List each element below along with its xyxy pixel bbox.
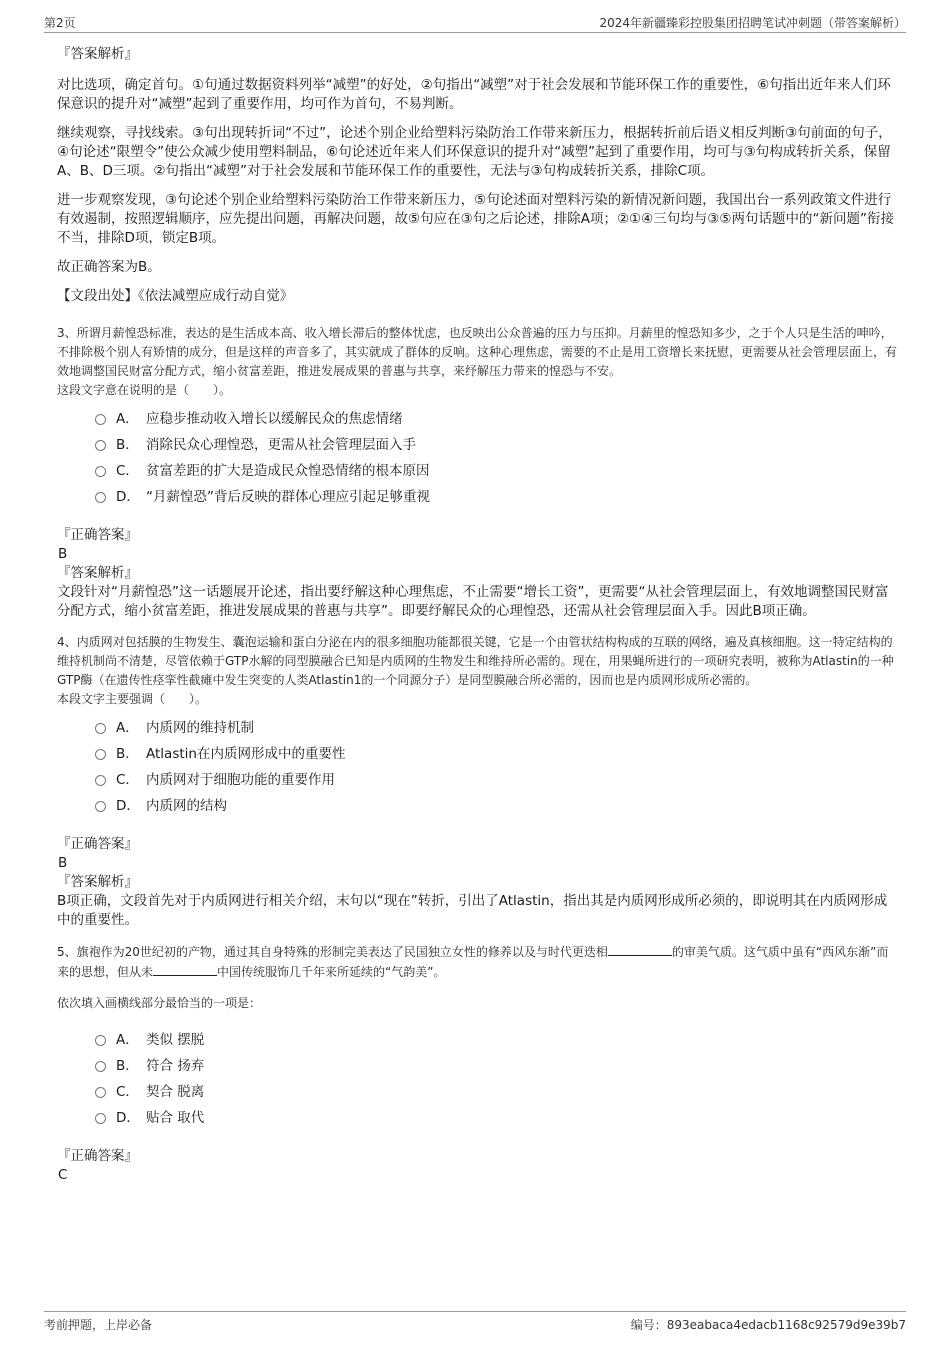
- analysis-text: 文段针对“月薪惶恐”这一话题展开论述，指出要纾解这种心理焦虑，不止需要“增长工资”，更需要“从社会管理层面上，有效地调整国民财富分配方式，缩小贫富差距，推进发展成果的普惠与共享”。即要纾解民众的心理惶恐，还需从社会管理层面入手。因此B项正确。: [57, 584, 889, 619]
- question-4: [57, 633, 897, 930]
- correct-answer-title: 『正确答案』: [57, 527, 138, 543]
- question-3: [57, 324, 897, 621]
- radio-icon[interactable]: [95, 723, 106, 734]
- page-number: 第2页: [44, 16, 76, 30]
- radio-icon[interactable]: [95, 801, 106, 812]
- question-ask: 这段文字意在说明的是（ ）。: [57, 383, 232, 397]
- correct-answer-title: 『正确答案』: [57, 836, 138, 852]
- option-a[interactable]: A． 应稳步推动收入增长以缓解民众的焦虑情绪: [95, 404, 897, 430]
- option-a[interactable]: A． 内质网的维持机制: [95, 713, 897, 739]
- option-c[interactable]: C． 契合 脱离: [95, 1077, 897, 1103]
- analysis-text: B项正确，文段首先对于内质网进行相关介绍，末句以“现在”转折，引出了Atlastin，指出其是内质网形成所必须的，即说明其在内质网形成中的重要性。: [57, 893, 888, 928]
- analysis-paragraph: 进一步观察发现，③句论述个别企业给塑料污染防治工作带来新压力，⑤句论述面对塑料污染的新情况新问题，我国出台一系列政策文件进行有效遏制，按照逻辑顺序，应先提出问题，再解决问题，故⑤句应在③句之后论述，排除A项；②①④三句均与③⑤两句话题中的“新问题”衔接不当，排除D项，锁定B项。: [57, 192, 894, 246]
- fill-blank: [608, 942, 672, 956]
- option-b[interactable]: B． 符合 扬弃: [95, 1051, 897, 1077]
- question-ask: 本段文字主要强调（ ）。: [57, 692, 208, 706]
- analysis-title: 『答案解析』: [57, 46, 138, 62]
- question-5: [57, 942, 897, 1185]
- radio-icon[interactable]: [95, 775, 106, 786]
- radio-icon[interactable]: [95, 1113, 106, 1124]
- correct-answer: B: [58, 546, 68, 562]
- radio-icon[interactable]: [95, 749, 106, 760]
- radio-icon[interactable]: [95, 466, 106, 477]
- radio-icon[interactable]: [95, 1087, 106, 1098]
- correct-answer: B: [58, 855, 68, 871]
- options-list: [95, 713, 897, 817]
- document-code: 编号：893eabaca4edacb1168c92579d9e39b7: [630, 1318, 906, 1332]
- radio-icon[interactable]: [95, 1061, 106, 1072]
- option-d[interactable]: D． 贴合 取代: [95, 1103, 897, 1129]
- option-d[interactable]: D． 内质网的结构: [95, 791, 897, 817]
- options-list: [95, 404, 897, 508]
- question-ask: 依次填入画横线部分最恰当的一项是：: [57, 996, 262, 1010]
- option-b[interactable]: B． Atlastin在内质网形成中的重要性: [95, 739, 897, 765]
- page-content: [57, 45, 897, 1185]
- source-note: 【文段出处】《依法减塑应成行动自觉》: [57, 288, 294, 304]
- page-header: [44, 12, 906, 33]
- correct-answer: C: [58, 1167, 68, 1183]
- question-stem: 5、旗袍作为20世纪初的产物，通过其自身特殊的形制完美表达了民国独立女性的修养以及与时代更迭相 的审美气质。这气质中虽有“西风东渐”而来的思想，但从未 中国传统服饰几千年来所延续的“气韵美”。: [57, 942, 897, 982]
- analysis-title: 『答案解析』: [57, 565, 138, 581]
- option-d[interactable]: D． “月薪惶恐”背后反映的群体心理应引起足够重视: [95, 482, 897, 508]
- analysis-paragraph: 继续观察，寻找线索。③句出现转折词“不过”，论述个别企业给塑料污染防治工作带来新压力，根据转折前后语义相反判断③句前面的句子，④句论述“限塑令”使公众减少使用塑料制品，⑥句论述近年来人们环保意识的提升对“减塑”起到了重要作用，均可与③句构成转折关系，保留A、B、D三项。②句指出“减塑”对于社会发展和节能环保工作的重要性，无法与③句构成转折关系，排除C项。: [57, 125, 892, 179]
- analysis-title: 『答案解析』: [57, 874, 138, 890]
- question-stem: 4、内质网对包括膜的生物发生、囊泡运输和蛋白分泌在内的很多细胞功能都很关键，它是一个由管状结构构成的互联的网络，遍及真核细胞。这一特定结构的维持机制尚不清楚，尽管依赖于GTP水解的同型膜融合已知是内质网的生物发生和维持所必需的。现在，用果蝇所进行的一项研究表明，被称为Atlastin的一种GTP酶（在遗传性痉挛性截瘫中发生突变的人类Atlastin1的一个同源分子）是同型膜融合所必需的，因而也是内质网形成所必需的。: [57, 635, 894, 687]
- analysis-paragraph: 对比选项，确定首句。①句通过数据资料列举“减塑”的好处，②句指出“减塑”对于社会发展和节能环保工作的重要性，⑥句指出近年来人们环保意识的提升对“减塑”起到了重要作用，均可作为首句，不易判断。: [57, 77, 891, 112]
- options-list: [95, 1025, 897, 1129]
- analysis-conclusion: 故正确答案为B。: [57, 259, 161, 275]
- option-c[interactable]: C． 贫富差距的扩大是造成民众惶恐情绪的根本原因: [95, 456, 897, 482]
- radio-icon[interactable]: [95, 414, 106, 425]
- correct-answer-title: 『正确答案』: [57, 1148, 138, 1164]
- document-title: 2024年新疆臻彩控股集团招聘笔试冲刺题（带答案解析）: [599, 16, 906, 30]
- fill-blank: [153, 962, 217, 976]
- option-a[interactable]: A． 类似 摆脱: [95, 1025, 897, 1051]
- radio-icon[interactable]: [95, 1035, 106, 1046]
- page-footer: [44, 1311, 906, 1336]
- option-c[interactable]: C． 内质网对于细胞功能的重要作用: [95, 765, 897, 791]
- question-stem: 3、所谓月薪惶恐标准，表达的是生活成本高、收入增长滞后的整体忧虑，也反映出公众普遍的压力与压抑。月薪里的惶恐知多少，之于个人只是生活的呻吟，不排除极个别人有矫情的成分，但是这样的声音多了，其实就成了群体的反响。这种心理焦虑，需要的不止是用工资增长来抚慰，更需要从社会管理层面上，有效地调整国民财富分配方式，缩小贫富差距，推进发展成果的普惠与共享，来纾解压力带来的惶恐与不安。: [57, 326, 898, 378]
- option-b[interactable]: B． 消除民众心理惶恐，更需从社会管理层面入手: [95, 430, 897, 456]
- radio-icon[interactable]: [95, 492, 106, 503]
- footer-slogan: 考前押题，上岸必备: [44, 1318, 153, 1332]
- radio-icon[interactable]: [95, 440, 106, 451]
